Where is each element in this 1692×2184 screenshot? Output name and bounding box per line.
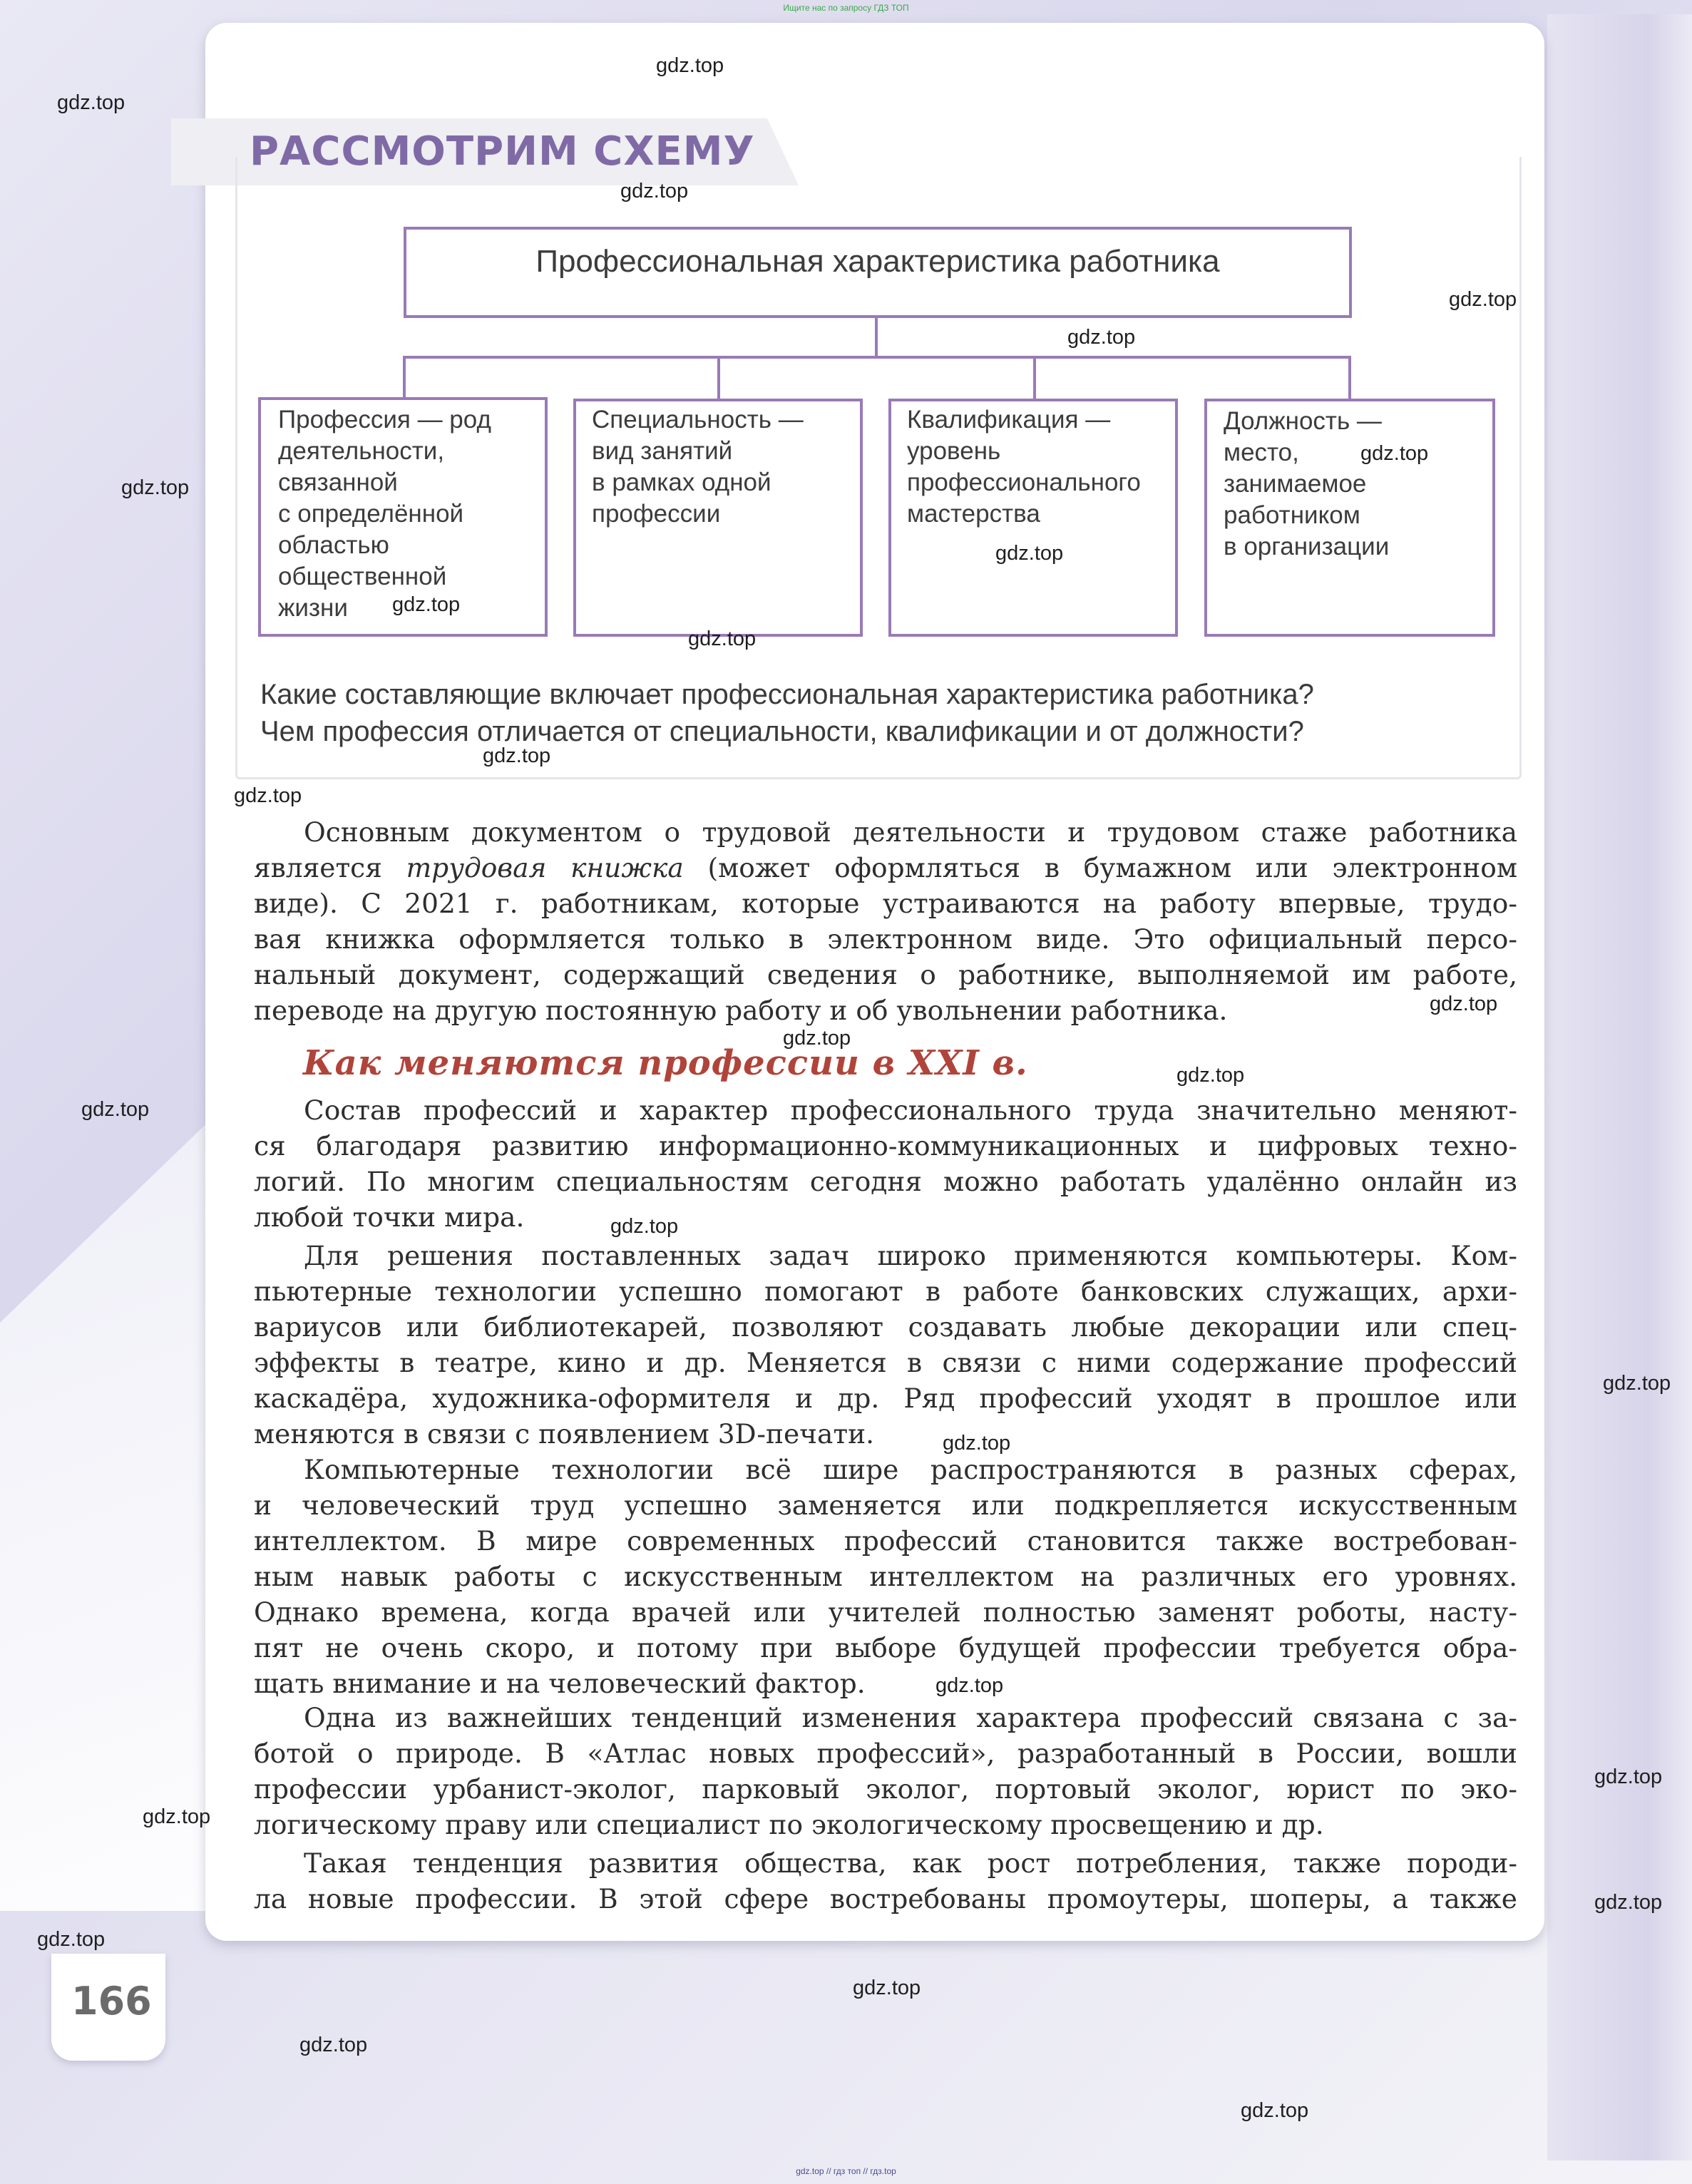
watermark: gdz.top (688, 627, 757, 650)
schema-box-line: связанной (278, 468, 398, 496)
question: Какие составляющие включает профессиональная характеристика работника? (260, 679, 1314, 710)
schema-box-line: Специальность — (592, 406, 804, 434)
watermark: gdz.top (1067, 326, 1136, 349)
watermark: gdz.top (143, 1805, 211, 1828)
text-line: вариусов или библиотекарей, позволяют создавать любые декорации или спец- (254, 1311, 1517, 1343)
paragraph (254, 1238, 1517, 1452)
schema-box-line: занимаемое (1224, 470, 1367, 498)
text-line: интеллектом. В мире современных профессий становится также востребован- (254, 1525, 1517, 1557)
top-note: Ищите нас по запросу ГДЗ ТОП (783, 3, 909, 13)
text-line: ла новые профессии. В этой сфере востребованы промоутеры, шоперы, а также (254, 1883, 1517, 1914)
schema-box-position-text (1224, 406, 1389, 563)
background-right-page-edge (1547, 14, 1692, 2160)
schema-box-line: областью (278, 531, 389, 559)
watermark: gdz.top (1430, 993, 1498, 1015)
schema-box-profession-text (278, 404, 491, 624)
text-line: вая книжка оформляется только в электронном виде. Это официальный персо- (254, 923, 1517, 955)
text-line: нальный документ, содержащий сведения о работнике, выполняемой им работе, (254, 959, 1517, 990)
text-line: пьютерные технологии успешно помогают в работе банковских служащих, архи- (254, 1276, 1517, 1307)
schema-box-line: работником (1224, 501, 1360, 529)
watermark: gdz.top (121, 476, 190, 499)
text-line: ся благодаря развитию информационно-коммуникационных и цифровых техно- (254, 1130, 1517, 1162)
text-line: Состав профессий и характер профессионального труда значительно меняют- (304, 1094, 1517, 1126)
bottom-note: gdz.top // гдз топ // гдз.top (796, 2166, 896, 2176)
watermark: gdz.top (299, 2034, 368, 2056)
schema-box-line: вид занятий (592, 437, 733, 465)
page-number: 166 (71, 1979, 152, 2024)
text-line: меняются в связи с появлением 3D-печати. (254, 1418, 874, 1450)
schema-box-line: в организации (1224, 533, 1390, 560)
watermark: gdz.top (1449, 288, 1517, 311)
schema-box-line: Квалификация — (907, 406, 1111, 434)
text-line: Такая тенденция развития общества, как рост потребления, также породи- (304, 1847, 1517, 1879)
watermark: gdz.top (483, 744, 551, 767)
schema-box-line: общественной (278, 563, 447, 590)
paragraph (254, 1092, 1517, 1235)
text-line: и человеческий труд успешно заменяется или подкрепляется искусственным (254, 1490, 1517, 1521)
section-title: РАССМОТРИМ СХЕМУ (250, 128, 755, 175)
watermark: gdz.top (1594, 1765, 1663, 1788)
schema-box-line: мастерства (907, 500, 1040, 528)
schema-connector (403, 356, 406, 399)
watermark: gdz.top (81, 1098, 150, 1121)
paragraph-work-book (254, 814, 1517, 1028)
text-line: является трудовая книжка (может оформляться в бумажном или электронном (254, 852, 1517, 883)
text-line: виде). С 2021 г. работникам, которые устраиваются на работу впервые, трудо- (254, 888, 1517, 919)
paragraph (254, 1700, 1517, 1842)
text-line: ным навык работы с искусственным интеллектом на различных его уровнях. (254, 1561, 1517, 1592)
schema-box-line: с определённой (278, 500, 464, 528)
watermark: gdz.top (935, 1674, 1004, 1697)
schema-connector (717, 356, 720, 399)
schema-box-line: место, (1224, 439, 1299, 466)
paragraph (254, 1452, 1517, 1701)
text-line: ботой о природе. В «Атлас новых профессий», разработанный в России, вошли (254, 1738, 1517, 1769)
text-line: Однако времена, когда врачей или учителей полностью заменят роботы, насту- (254, 1596, 1517, 1628)
watermark: gdz.top (620, 180, 689, 202)
text-line: любой точки мира. (254, 1201, 525, 1233)
schema-box-line: профессии (592, 500, 721, 528)
text-line: Для решения поставленных задач широко применяются компьютеры. Ком- (304, 1240, 1517, 1271)
watermark: gdz.top (1594, 1891, 1663, 1914)
schema-box-specialty-text (592, 404, 804, 530)
watermark: gdz.top (57, 91, 125, 114)
text-line: переводе на другую постоянную работу и об увольнении работника. (254, 995, 1228, 1026)
watermark: gdz.top (610, 1215, 679, 1238)
text-line: профессии урбанист-эколог, парковый эколог, портовый эколог, юрист по эко- (254, 1773, 1517, 1805)
watermark: gdz.top (1176, 1064, 1245, 1087)
watermark: gdz.top (853, 1977, 921, 1999)
text-line: логическому праву или специалист по экологическому просвещению и др. (254, 1809, 1324, 1840)
watermark: gdz.top (995, 542, 1064, 565)
watermark: gdz.top (234, 784, 302, 807)
schema-top-label: Профессиональная характеристика работника (535, 244, 1220, 279)
schema-questions (260, 676, 1515, 750)
text-line: каскадёра, художника-оформителя и др. Ряд профессий уходят в прошлое или (254, 1383, 1517, 1414)
emphasized-term: трудовая книжка (406, 852, 684, 883)
schema-box-line: деятельности, (278, 437, 445, 465)
watermark: gdz.top (943, 1432, 1011, 1455)
text-line: щать внимание и на человеческий фактор. (254, 1668, 866, 1699)
schema-box-line: Профессия — род (278, 406, 491, 434)
watermark: gdz.top (656, 54, 724, 77)
watermark: gdz.top (37, 1928, 106, 1951)
watermark: gdz.top (1241, 2099, 1309, 2122)
watermark: gdz.top (392, 593, 461, 616)
text-line: Компьютерные технологии всё шире распространяются в разных сферах, (304, 1454, 1517, 1485)
schema-box-line: в рамках одной (592, 468, 771, 496)
schema-box-qualification-text (907, 404, 1141, 530)
schema-connector (1033, 356, 1036, 399)
schema-box-line: уровень (907, 437, 1001, 465)
text-line: Одна из важнейших тенденций изменения характера профессий связана с за- (304, 1702, 1517, 1733)
schema-box-line: профессионального (907, 468, 1141, 496)
schema-connector (1348, 356, 1351, 399)
schema-box-line: жизни (278, 594, 348, 622)
watermark: gdz.top (783, 1027, 851, 1050)
text-line: Основным документом о трудовой деятельности и трудовом стаже работника (304, 816, 1517, 848)
text-line: логий. По многим специальностям сегодня можно работать удалённо онлайн из (254, 1166, 1517, 1197)
text-line: пят не очень скоро, и потому при выборе будущей профессии требуется обра- (254, 1632, 1517, 1663)
schema-box-line: Должность — (1224, 407, 1382, 435)
question: Чем профессия отличается от специальности, квалификации и от должности? (260, 716, 1304, 747)
watermark: gdz.top (1603, 1372, 1671, 1395)
schema-connector (403, 356, 1351, 359)
schema-connector (875, 318, 878, 358)
paragraph (254, 1845, 1517, 1917)
section-heading: Как меняются профессии в XXI в. (303, 1043, 1028, 1083)
text-line: эффекты в театре, кино и др. Меняется в связи с ними содержание профессий (254, 1347, 1517, 1378)
watermark: gdz.top (1360, 442, 1429, 465)
